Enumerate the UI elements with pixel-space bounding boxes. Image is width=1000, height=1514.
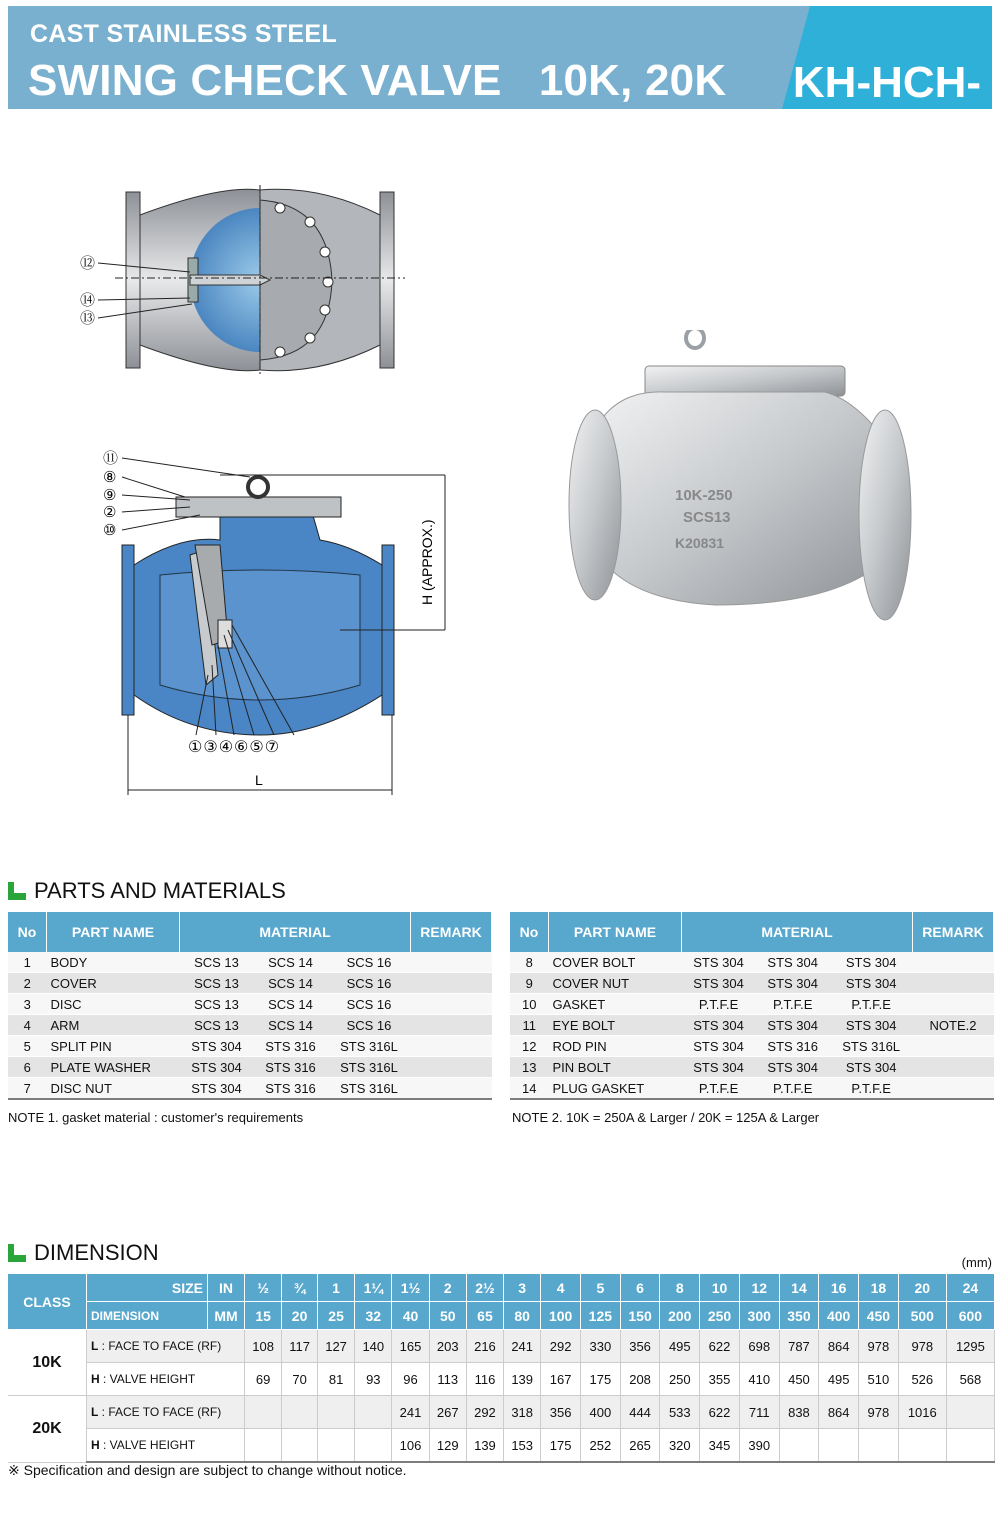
- col-material: MATERIAL: [180, 912, 411, 952]
- dimension-value: [355, 1429, 392, 1463]
- size-mm-cell: 300: [739, 1302, 779, 1330]
- dimension-label: L : FACE TO FACE (RF): [87, 1330, 245, 1363]
- material-c: SCS 16: [328, 952, 411, 973]
- size-mm-cell: 200: [660, 1302, 700, 1330]
- part-remark: [411, 1078, 492, 1100]
- dimension-value: 533: [660, 1396, 700, 1429]
- size-in-cell: 12: [739, 1274, 779, 1302]
- size-in-cell: 16: [819, 1274, 859, 1302]
- dimension-row: [8, 1429, 995, 1463]
- material-b: SCS 14: [254, 1015, 328, 1036]
- model-code: KH-HCH-1: [792, 58, 982, 157]
- dimension-value: 711: [739, 1396, 779, 1429]
- dimension-value: 96: [392, 1363, 429, 1396]
- material-c: SCS 16: [328, 1015, 411, 1036]
- material-c: STS 304: [830, 973, 913, 994]
- col-no: No: [510, 912, 549, 952]
- part-no: 3: [8, 994, 47, 1015]
- dimension-value: 208: [620, 1363, 660, 1396]
- parts-row: [8, 1078, 492, 1100]
- callout-2: ②: [103, 504, 117, 521]
- part-name: PIN BOLT: [549, 1057, 682, 1078]
- parts-row: [510, 1057, 994, 1078]
- parts-row: [8, 952, 492, 973]
- dimension-row: [8, 1396, 995, 1429]
- dimension-value: [779, 1429, 819, 1463]
- dimension-value: 241: [504, 1330, 541, 1363]
- part-name: BODY: [47, 952, 180, 973]
- part-name: COVER: [47, 973, 180, 994]
- size-in-cell: 14: [779, 1274, 819, 1302]
- material-a: SCS 13: [180, 1015, 254, 1036]
- material-b: STS 316: [254, 1078, 328, 1100]
- parts-row: [510, 1078, 994, 1100]
- dim-h-label: H (APPROX.): [419, 519, 435, 605]
- size-mm-cell: 15: [245, 1302, 282, 1330]
- part-no: 2: [8, 973, 47, 994]
- size-mm-cell: 40: [392, 1302, 429, 1330]
- dimension-value: 108: [245, 1330, 282, 1363]
- part-no: 1: [8, 952, 47, 973]
- size-mm-cell: 100: [541, 1302, 581, 1330]
- material-c: STS 304: [830, 952, 913, 973]
- size-mm-cell: 32: [355, 1302, 392, 1330]
- part-remark: [411, 973, 492, 994]
- size-mm-cell: 125: [581, 1302, 621, 1330]
- parts-row: [8, 994, 492, 1015]
- dimension-value: [898, 1429, 946, 1463]
- material-b: SCS 14: [254, 952, 328, 973]
- dimension-value: [946, 1396, 994, 1429]
- part-no: 5: [8, 1036, 47, 1057]
- part-remark: [411, 952, 492, 973]
- dimension-value: [317, 1396, 354, 1429]
- part-no: 7: [8, 1078, 47, 1100]
- part-name: ARM: [47, 1015, 180, 1036]
- material-b: P.T.F.E: [756, 1078, 830, 1100]
- marking-1: 10K-250: [675, 487, 733, 504]
- callout-13: ⑬: [80, 310, 96, 327]
- dimension-value: [317, 1429, 354, 1463]
- size-in-cell: 3: [504, 1274, 541, 1302]
- part-remark: [411, 1036, 492, 1057]
- dimension-value: [819, 1429, 859, 1463]
- dimension-value: 252: [581, 1429, 621, 1463]
- part-name: COVER BOLT: [549, 952, 682, 973]
- size-in-cell: 1¼: [355, 1274, 392, 1302]
- dimension-header: DIMENSION: [87, 1302, 208, 1330]
- size-in-cell: 2½: [466, 1274, 503, 1302]
- col-no: No: [8, 912, 47, 952]
- parts-table-right: [510, 912, 994, 1100]
- part-remark: NOTE.2: [913, 1015, 994, 1036]
- dimension-value: 69: [245, 1363, 282, 1396]
- size-in-cell: 20: [898, 1274, 946, 1302]
- dimension-value: 265: [620, 1429, 660, 1463]
- dimension-value: 978: [859, 1396, 899, 1429]
- header-subtitle: CAST STAINLESS STEEL: [30, 20, 337, 48]
- material-c: SCS 16: [328, 973, 411, 994]
- parts-row: [8, 1057, 492, 1078]
- dimension-value: 106: [392, 1429, 429, 1463]
- dimension-value: 70: [282, 1363, 318, 1396]
- part-name: PLUG GASKET: [549, 1078, 682, 1100]
- note-2: NOTE 2. 10K = 250A & Larger / 20K = 125A & Larger: [512, 1110, 820, 1125]
- parts-table-left: [8, 912, 492, 1100]
- material-a: P.T.F.E: [682, 1078, 756, 1100]
- dimension-value: [859, 1429, 899, 1463]
- size-mm-cell: 20: [282, 1302, 318, 1330]
- col-part-name: PART NAME: [549, 912, 682, 952]
- material-b: P.T.F.E: [756, 994, 830, 1015]
- material-a: SCS 13: [180, 973, 254, 994]
- parts-row: [510, 1036, 994, 1057]
- parts-row: [510, 994, 994, 1015]
- material-b: STS 304: [756, 973, 830, 994]
- dimension-value: 356: [620, 1330, 660, 1363]
- material-b: SCS 14: [254, 973, 328, 994]
- section-marker-icon: [8, 882, 26, 900]
- dimension-value: 410: [739, 1363, 779, 1396]
- dimension-value: 978: [898, 1330, 946, 1363]
- size-in-cell: 2: [429, 1274, 466, 1302]
- part-remark: [913, 1057, 994, 1078]
- size-in-cell: 8: [660, 1274, 700, 1302]
- material-c: STS 316L: [328, 1036, 411, 1057]
- in-header: IN: [208, 1274, 245, 1302]
- class-header: CLASS: [8, 1274, 87, 1330]
- callouts-bottom: ①③④⑥⑤⑦: [188, 739, 281, 756]
- dimension-label: H : VALVE HEIGHT: [87, 1363, 245, 1396]
- dimension-value: 864: [819, 1330, 859, 1363]
- dimension-value: 165: [392, 1330, 429, 1363]
- size-mm-cell: 65: [466, 1302, 503, 1330]
- material-a: SCS 13: [180, 952, 254, 973]
- dimension-value: 153: [504, 1429, 541, 1463]
- dimension-label: L : FACE TO FACE (RF): [87, 1396, 245, 1429]
- col-remark: REMARK: [411, 912, 492, 952]
- size-in-cell: ¾: [282, 1274, 318, 1302]
- dimension-value: 978: [859, 1330, 899, 1363]
- dimension-value: 116: [466, 1363, 503, 1396]
- material-a: STS 304: [682, 973, 756, 994]
- part-name: SPLIT PIN: [47, 1036, 180, 1057]
- part-name: COVER NUT: [549, 973, 682, 994]
- dimension-value: 390: [739, 1429, 779, 1463]
- dimension-value: 568: [946, 1363, 994, 1396]
- part-name: DISC NUT: [47, 1078, 180, 1100]
- size-in-cell: 10: [700, 1274, 740, 1302]
- header-title: SWING CHECK VALVE 10K, 20K: [28, 56, 727, 105]
- part-name: GASKET: [549, 994, 682, 1015]
- material-a: STS 304: [682, 1057, 756, 1078]
- col-material: MATERIAL: [682, 912, 913, 952]
- material-a: STS 304: [682, 952, 756, 973]
- valve-photo: [555, 330, 925, 630]
- dimension-value: 93: [355, 1363, 392, 1396]
- dimension-value: [245, 1396, 282, 1429]
- size-mm-cell: 400: [819, 1302, 859, 1330]
- dimension-section-title: DIMENSION: [8, 1240, 159, 1266]
- dimension-label: H : VALVE HEIGHT: [87, 1429, 245, 1463]
- marking-3: K20831: [675, 535, 725, 551]
- material-a: STS 304: [180, 1078, 254, 1100]
- material-c: STS 316L: [328, 1078, 411, 1100]
- class-name: 10K: [8, 1330, 87, 1396]
- dimension-value: 330: [581, 1330, 621, 1363]
- dimension-value: [946, 1429, 994, 1463]
- dimension-value: 129: [429, 1429, 466, 1463]
- dimension-value: 1016: [898, 1396, 946, 1429]
- dimension-value: 241: [392, 1396, 429, 1429]
- size-mm-cell: 25: [317, 1302, 354, 1330]
- part-no: 14: [510, 1078, 549, 1100]
- part-no: 9: [510, 973, 549, 994]
- section-view-drawing: [100, 445, 460, 800]
- dimension-value: 495: [819, 1363, 859, 1396]
- part-remark: [913, 1078, 994, 1100]
- material-b: STS 316: [756, 1036, 830, 1057]
- dimension-value: 444: [620, 1396, 660, 1429]
- size-mm-cell: 80: [504, 1302, 541, 1330]
- part-remark: [913, 952, 994, 973]
- dimension-value: [282, 1396, 318, 1429]
- part-name: ROD PIN: [549, 1036, 682, 1057]
- dimension-value: 356: [541, 1396, 581, 1429]
- dimension-value: 864: [819, 1396, 859, 1429]
- part-name: EYE BOLT: [549, 1015, 682, 1036]
- callout-14: ⑭: [80, 292, 96, 309]
- part-remark: [913, 973, 994, 994]
- dimension-value: [355, 1396, 392, 1429]
- section-marker-icon: [8, 1244, 26, 1262]
- size-mm-cell: 500: [898, 1302, 946, 1330]
- mm-header: MM: [208, 1302, 245, 1330]
- dimension-value: 318: [504, 1396, 541, 1429]
- part-no: 13: [510, 1057, 549, 1078]
- material-c: P.T.F.E: [830, 994, 913, 1015]
- size-in-cell: 18: [859, 1274, 899, 1302]
- dimension-value: 787: [779, 1330, 819, 1363]
- dimension-value: [245, 1429, 282, 1463]
- dimension-value: 450: [779, 1363, 819, 1396]
- size-in-cell: 6: [620, 1274, 660, 1302]
- callout-8: ⑧: [103, 469, 117, 486]
- material-c: STS 316L: [328, 1057, 411, 1078]
- size-in-cell: 1: [317, 1274, 354, 1302]
- dimension-value: 139: [504, 1363, 541, 1396]
- size-header: SIZE: [87, 1274, 208, 1302]
- dimension-value: [282, 1429, 318, 1463]
- part-no: 11: [510, 1015, 549, 1036]
- part-remark: [411, 1057, 492, 1078]
- col-part-name: PART NAME: [47, 912, 180, 952]
- material-a: STS 304: [682, 1015, 756, 1036]
- dimension-value: 1295: [946, 1330, 994, 1363]
- callout-12: ⑫: [80, 255, 96, 272]
- material-c: STS 304: [830, 1015, 913, 1036]
- dimension-value: 345: [700, 1429, 740, 1463]
- dimension-value: 400: [581, 1396, 621, 1429]
- dimension-row: [8, 1330, 995, 1363]
- part-no: 12: [510, 1036, 549, 1057]
- dim-l-label: L: [255, 772, 263, 788]
- top-view-drawing: [70, 180, 420, 380]
- material-b: STS 316: [254, 1057, 328, 1078]
- parts-row: [510, 952, 994, 973]
- part-remark: [913, 1036, 994, 1057]
- dimension-table: [8, 1274, 995, 1463]
- callout-10: ⑩: [103, 522, 117, 539]
- size-in-cell: 24: [946, 1274, 994, 1302]
- material-a: STS 304: [180, 1036, 254, 1057]
- callout-9: ⑨: [103, 487, 117, 504]
- material-a: STS 304: [682, 1036, 756, 1057]
- dimension-value: 622: [700, 1396, 740, 1429]
- dimension-value: 495: [660, 1330, 700, 1363]
- dimension-value: 526: [898, 1363, 946, 1396]
- material-c: SCS 16: [328, 994, 411, 1015]
- dimension-value: 292: [466, 1396, 503, 1429]
- dimension-value: 216: [466, 1330, 503, 1363]
- header-banner: [8, 6, 992, 157]
- dimension-row: [8, 1363, 995, 1396]
- dimension-value: 320: [660, 1429, 700, 1463]
- dimension-value: 622: [700, 1330, 740, 1363]
- class-name: 20K: [8, 1396, 87, 1463]
- size-in-cell: 1½: [392, 1274, 429, 1302]
- dimension-value: 113: [429, 1363, 466, 1396]
- dimension-value: 838: [779, 1396, 819, 1429]
- part-name: PLATE WASHER: [47, 1057, 180, 1078]
- part-no: 10: [510, 994, 549, 1015]
- callout-11: ⑪: [103, 450, 119, 467]
- size-mm-cell: 150: [620, 1302, 660, 1330]
- size-in-cell: 4: [541, 1274, 581, 1302]
- footnote: ※ Specification and design are subject to change without notice.: [8, 1462, 407, 1478]
- size-in-cell: 5: [581, 1274, 621, 1302]
- material-b: STS 304: [756, 1015, 830, 1036]
- parts-row: [8, 1015, 492, 1036]
- dimension-value: 127: [317, 1330, 354, 1363]
- note-1: NOTE 1. gasket material : customer's requirements: [8, 1110, 304, 1125]
- dimension-value: 175: [541, 1429, 581, 1463]
- dimension-value: 140: [355, 1330, 392, 1363]
- material-c: P.T.F.E: [830, 1078, 913, 1100]
- material-b: STS 304: [756, 952, 830, 973]
- part-remark: [913, 994, 994, 1015]
- part-remark: [411, 994, 492, 1015]
- dimension-value: 292: [541, 1330, 581, 1363]
- parts-row: [8, 973, 492, 994]
- material-a: SCS 13: [180, 994, 254, 1015]
- dimension-value: 267: [429, 1396, 466, 1429]
- col-remark: REMARK: [913, 912, 994, 952]
- size-mm-cell: 50: [429, 1302, 466, 1330]
- material-c: STS 316L: [830, 1036, 913, 1057]
- dimension-value: 355: [700, 1363, 740, 1396]
- dimension-value: 139: [466, 1429, 503, 1463]
- parts-row: [510, 973, 994, 994]
- part-no: 8: [510, 952, 549, 973]
- parts-row: [510, 1015, 994, 1036]
- parts-row: [8, 1036, 492, 1057]
- size-in-cell: ½: [245, 1274, 282, 1302]
- size-mm-cell: 600: [946, 1302, 994, 1330]
- dimension-value: 203: [429, 1330, 466, 1363]
- material-b: STS 316: [254, 1036, 328, 1057]
- size-mm-cell: 450: [859, 1302, 899, 1330]
- size-mm-cell: 350: [779, 1302, 819, 1330]
- part-remark: [411, 1015, 492, 1036]
- dimension-value: 81: [317, 1363, 354, 1396]
- material-b: SCS 14: [254, 994, 328, 1015]
- material-a: P.T.F.E: [682, 994, 756, 1015]
- parts-section-title: PARTS AND MATERIALS: [8, 878, 286, 904]
- dimension-value: 510: [859, 1363, 899, 1396]
- material-c: STS 304: [830, 1057, 913, 1078]
- dimension-value: 250: [660, 1363, 700, 1396]
- unit-label: (mm): [961, 1255, 992, 1270]
- part-no: 4: [8, 1015, 47, 1036]
- marking-2: SCS13: [683, 509, 731, 526]
- material-b: STS 304: [756, 1057, 830, 1078]
- material-a: STS 304: [180, 1057, 254, 1078]
- dimension-value: 698: [739, 1330, 779, 1363]
- part-no: 6: [8, 1057, 47, 1078]
- part-name: DISC: [47, 994, 180, 1015]
- size-mm-cell: 250: [700, 1302, 740, 1330]
- dimension-value: 167: [541, 1363, 581, 1396]
- dimension-value: 175: [581, 1363, 621, 1396]
- dimension-value: 117: [282, 1330, 318, 1363]
